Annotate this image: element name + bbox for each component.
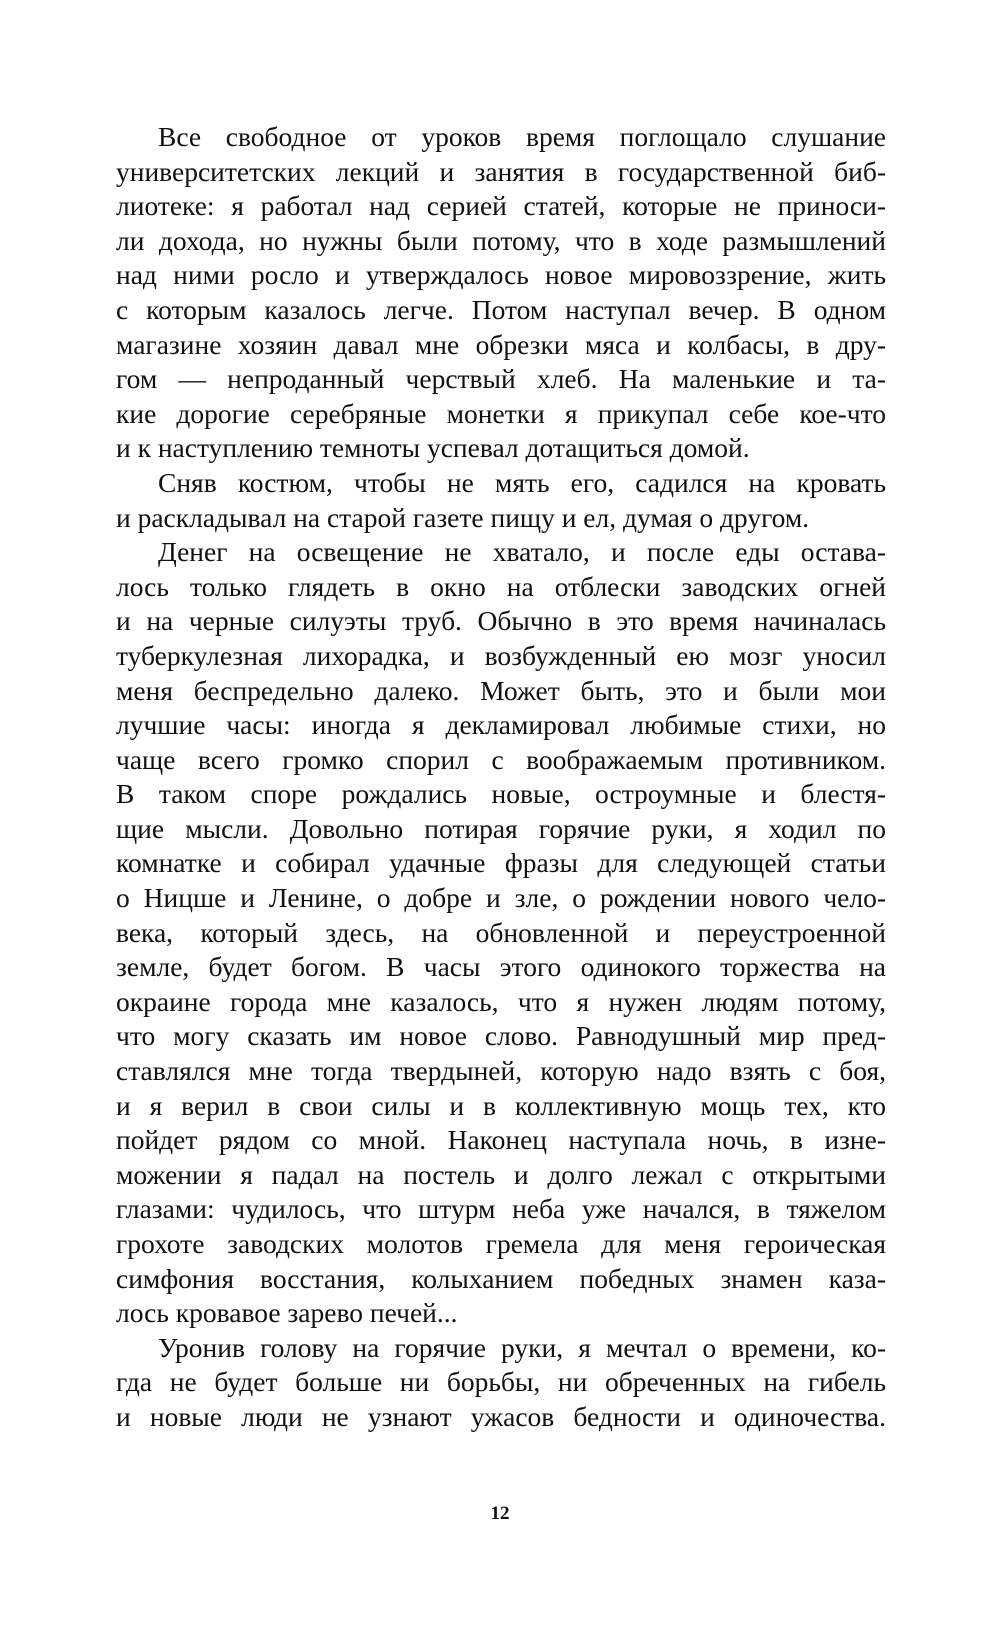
text-line: и я верил в свои силы и в коллективную мощь тех, кто bbox=[116, 1089, 886, 1121]
text-line: и новые люди не узнают ужасов бедности и одиночества. bbox=[116, 1400, 886, 1432]
text-line: лучшие часы: иногда я декламировал любимые стихи, но bbox=[116, 709, 886, 741]
text-line: туберкулезная лихорадка, и возбужденный ею мозг уносил bbox=[116, 639, 886, 671]
text-line: пойдет рядом со мной. Наконец наступала ночь, в изне- bbox=[116, 1124, 886, 1156]
text-line: что могу сказать им новое слово. Равнодушный мир пред- bbox=[116, 1020, 886, 1052]
text-line: гом — непроданный черствый хлеб. На маленькие и та- bbox=[116, 363, 886, 395]
text-line: меня беспредельно далеко. Может быть, это и были мои bbox=[116, 674, 886, 706]
text-line: Уронив голову на горячие руки, я мечтал о времени, ко- bbox=[158, 1331, 886, 1363]
paragraph bbox=[116, 1331, 886, 1435]
text-line: лось только глядеть в окно на отблески заводских огней bbox=[116, 570, 886, 602]
text-line: с которым казалось легче. Потом наступал вечер. В одном bbox=[116, 293, 886, 325]
text-line: и раскладывал на старой газете пищу и ел, думая о другом. bbox=[116, 501, 810, 533]
text-line: Сняв костюм, чтобы не мять его, садился на кровать bbox=[158, 466, 886, 498]
paragraph bbox=[116, 120, 886, 466]
text-line: земле, будет богом. В часы этого одинокого торжества на bbox=[116, 951, 886, 983]
page-body bbox=[116, 120, 886, 1435]
paragraph bbox=[116, 535, 886, 1331]
paragraph bbox=[116, 466, 886, 535]
text-line: лось кровавое зарево печей... bbox=[116, 1297, 458, 1329]
text-line: гда не будет больше ни борьбы, ни обреченных на гибель bbox=[116, 1366, 886, 1398]
text-line: и к наступлению темноты успевал дотащиться домой. bbox=[116, 432, 750, 464]
text-line: щие мысли. Довольно потирая горячие руки, я ходил по bbox=[116, 812, 886, 844]
text-line: над ними росло и утверждалось новое мировоззрение, жить bbox=[116, 259, 886, 291]
page-number: 12 bbox=[490, 1503, 510, 1524]
text-line: века, который здесь, на обновленной и переустроенной bbox=[116, 916, 886, 948]
text-line: глазами: чудилось, что штурм неба уже начался, в тяжелом bbox=[116, 1193, 886, 1225]
text-line: лиотеке: я работал над серией статей, которые не приноси- bbox=[116, 190, 886, 222]
text-line: ли дохода, но нужны были потому, что в ходе размышлений bbox=[116, 224, 886, 256]
text-line: симфония восстания, колыханием победных знамен каза- bbox=[116, 1262, 886, 1294]
text-line: окраине города мне казалось, что я нужен людям потому, bbox=[116, 985, 886, 1017]
text-line: Денег на освещение не хватало, и после еды остава- bbox=[158, 536, 886, 568]
text-line: и на черные силуэты труб. Обычно в это время начиналась bbox=[116, 605, 886, 637]
text-line: чаще всего громко спорил с воображаемым противником. bbox=[116, 743, 886, 775]
text-line: комнатке и собирал удачные фразы для следующей статьи bbox=[116, 847, 886, 879]
text-line: В таком споре рождались новые, остроумные и блестя- bbox=[116, 778, 886, 810]
text-line: Все свободное от уроков время поглощало слушание bbox=[158, 121, 886, 152]
text-line: о Ницше и Ленине, о добре и зле, о рождении нового чело- bbox=[116, 882, 886, 914]
text-line: университетских лекций и занятия в государственной биб- bbox=[116, 155, 886, 187]
text-line: грохоте заводских молотов гремела для меня героическая bbox=[116, 1228, 886, 1259]
text-line: ставлялся мне тогда твердыней, которую надо взять с боя, bbox=[116, 1055, 886, 1087]
text-line: кие дорогие серебряные монетки я прикупал себе кое-что bbox=[116, 397, 886, 429]
text-line: можении я падал на постель и долго лежал с открытыми bbox=[116, 1158, 886, 1190]
text-line: магазине хозяин давал мне обрезки мяса и колбасы, в дру- bbox=[116, 328, 886, 360]
